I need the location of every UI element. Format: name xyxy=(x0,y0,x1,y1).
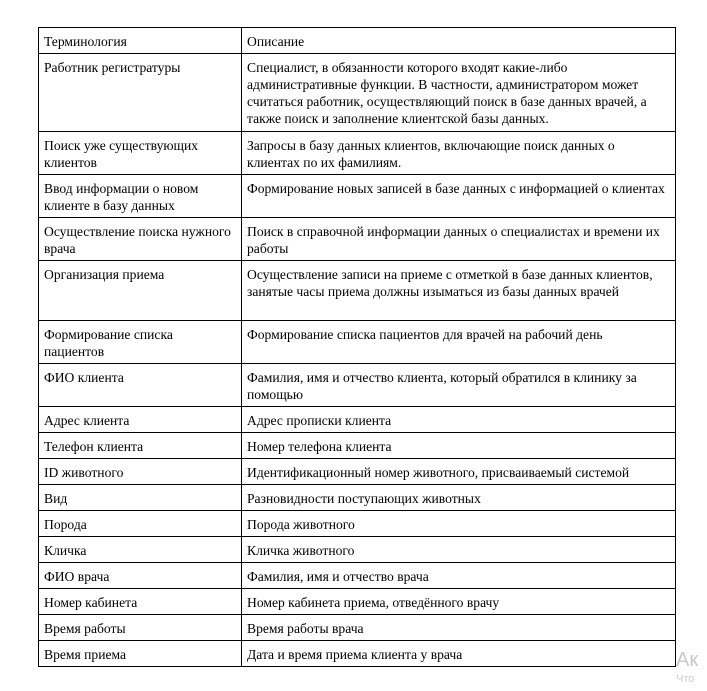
description-cell: Фамилия, имя и отчество клиента, который обратился в клинику за помощью xyxy=(242,364,676,407)
header-cell-term: Терминология xyxy=(39,28,242,54)
description-cell: Разновидности поступающих животных xyxy=(242,485,676,511)
header-cell-description: Описание xyxy=(242,28,676,54)
description-cell: Номер кабинета приема, отведённого врачу xyxy=(242,589,676,615)
table-row xyxy=(39,511,676,537)
table-row xyxy=(39,615,676,641)
description-cell: Идентификационный номер животного, присваиваемый системой xyxy=(242,459,676,485)
table-body xyxy=(39,28,676,667)
term-cell: Работник регистратуры xyxy=(39,54,242,132)
term-cell: Осуществление поиска нужного врача xyxy=(39,218,242,261)
terminology-table xyxy=(38,27,676,667)
table-row xyxy=(39,563,676,589)
table-row xyxy=(39,641,676,667)
term-cell: Время работы xyxy=(39,615,242,641)
term-cell: ФИО клиента xyxy=(39,364,242,407)
table-row xyxy=(39,589,676,615)
term-cell: Формирование списка пациентов xyxy=(39,321,242,364)
activation-watermark xyxy=(676,648,698,686)
term-cell: Кличка xyxy=(39,537,242,563)
table-row xyxy=(39,54,676,132)
description-cell: Поиск в справочной информации данных о специалистах и времени их работы xyxy=(242,218,676,261)
term-cell: Порода xyxy=(39,511,242,537)
description-cell: Формирование новых записей в базе данных с информацией о клиентах xyxy=(242,175,676,218)
description-cell: Адрес прописки клиента xyxy=(242,407,676,433)
term-cell: Вид xyxy=(39,485,242,511)
term-cell: ID животного xyxy=(39,459,242,485)
table-row xyxy=(39,407,676,433)
watermark-line-2: Что xyxy=(676,673,695,685)
table-row xyxy=(39,218,676,261)
term-cell: ФИО врача xyxy=(39,563,242,589)
term-cell: Адрес клиента xyxy=(39,407,242,433)
table-header-row xyxy=(39,28,676,54)
description-cell: Кличка животного xyxy=(242,537,676,563)
description-cell: Дата и время приема клиента у врача xyxy=(242,641,676,667)
description-cell: Время работы врача xyxy=(242,615,676,641)
description-cell: Осуществление записи на приеме с отметкой в базе данных клиентов, занятые часы приема должны изыматься из базы данных врачей xyxy=(242,261,676,321)
table-row xyxy=(39,175,676,218)
table-row xyxy=(39,261,676,321)
term-cell: Организация приема xyxy=(39,261,242,321)
description-cell: Порода животного xyxy=(242,511,676,537)
table-row xyxy=(39,433,676,459)
table-row xyxy=(39,459,676,485)
term-cell: Телефон клиента xyxy=(39,433,242,459)
term-cell: Время приема xyxy=(39,641,242,667)
description-cell: Номер телефона клиента xyxy=(242,433,676,459)
description-cell: Специалист, в обязанности которого входят какие-либо административные функции. В частности, администратором может считаться работник, осуществляющий поиск в базе данных врачей, а также поиск и заполнение клиентской базы данных. xyxy=(242,54,676,132)
table-row xyxy=(39,321,676,364)
table-row xyxy=(39,364,676,407)
description-cell: Фамилия, имя и отчество врача xyxy=(242,563,676,589)
table-row xyxy=(39,485,676,511)
description-cell: Формирование списка пациентов для врачей на рабочий день xyxy=(242,321,676,364)
table-row xyxy=(39,132,676,175)
table-row xyxy=(39,537,676,563)
watermark-line-1: Ак xyxy=(676,649,699,671)
term-cell: Номер кабинета xyxy=(39,589,242,615)
description-cell: Запросы в базу данных клиентов, включающие поиск данных о клиентах по их фамилиям. xyxy=(242,132,676,175)
term-cell: Поиск уже существующих клиентов xyxy=(39,132,242,175)
term-cell: Ввод информации о новом клиенте в базу данных xyxy=(39,175,242,218)
